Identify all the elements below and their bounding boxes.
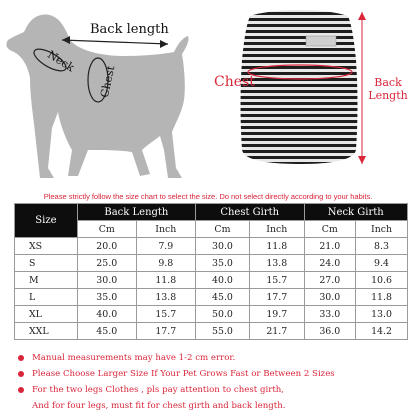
table-cell: 11.8 (250, 238, 305, 255)
note-item-continued (16, 398, 412, 414)
size-cell: S (15, 255, 78, 272)
table-cell: 35.0 (195, 255, 249, 272)
table-row (15, 289, 408, 306)
size-cell: XXL (15, 323, 78, 340)
notes-list (16, 350, 412, 414)
bullet-icon (18, 387, 24, 393)
note-text: Manual measurements may have 1-2 cm error. (32, 353, 236, 363)
table-cell: 36.0 (304, 323, 356, 340)
table-cell: 20.0 (77, 238, 136, 255)
table-cell: 13.0 (356, 306, 408, 323)
table-cell: 17.7 (250, 289, 305, 306)
table-cell: 15.7 (250, 272, 305, 289)
table-cell: 30.0 (304, 289, 356, 306)
table-cell: 11.8 (136, 272, 195, 289)
neck-label: Neck (45, 48, 77, 75)
bullet-icon (18, 355, 24, 361)
size-notice: Please strictly follow the size chart to select the size. Do not select directly according to your habits. (43, 192, 373, 201)
table-cell: 13.8 (136, 289, 195, 306)
table-cell: 15.7 (136, 306, 195, 323)
table-row (15, 255, 408, 272)
size-chart-table (14, 203, 408, 340)
note-item (16, 366, 412, 382)
table-cell: 55.0 (195, 323, 249, 340)
note-text: And for four legs, must fit for chest girth and back length. (32, 401, 286, 411)
group-header: Chest Girth (195, 204, 304, 221)
size-cell: L (15, 289, 78, 306)
unit-header: Inch (356, 221, 408, 238)
table-cell: 21.7 (250, 323, 305, 340)
table-cell: 50.0 (195, 306, 249, 323)
illustration-area (0, 0, 416, 188)
back-length-red-label: Back Length (368, 76, 408, 102)
table-cell: 11.8 (356, 289, 408, 306)
note-text: For the two legs Clothes , pls pay attention to chest girth, (32, 385, 285, 395)
back-length-label: Back length (90, 22, 169, 37)
table-cell: 30.0 (195, 238, 249, 255)
chest-label: Chest (98, 64, 118, 99)
unit-header: Inch (136, 221, 195, 238)
table-cell: 33.0 (304, 306, 356, 323)
bullet-icon (18, 371, 24, 377)
table-row (15, 323, 408, 340)
table-cell: 10.6 (356, 272, 408, 289)
shirt-illustration (0, 0, 416, 188)
table-row (15, 306, 408, 323)
table-cell: 45.0 (77, 323, 136, 340)
table-cell: 9.4 (356, 255, 408, 272)
table-cell: 40.0 (195, 272, 249, 289)
group-header: Neck Girth (304, 204, 408, 221)
table-cell: 21.0 (304, 238, 356, 255)
table-row (15, 272, 408, 289)
unit-header: Cm (77, 221, 136, 238)
table-cell: 19.7 (250, 306, 305, 323)
table-cell: 45.0 (195, 289, 249, 306)
size-header: Size (15, 204, 78, 238)
size-cell: XL (15, 306, 78, 323)
table-cell: 27.0 (304, 272, 356, 289)
table-cell: 35.0 (77, 289, 136, 306)
size-cell: XS (15, 238, 78, 255)
table-cell: 30.0 (77, 272, 136, 289)
unit-header: Cm (304, 221, 356, 238)
table-cell: 14.2 (356, 323, 408, 340)
group-header: Back Length (77, 204, 195, 221)
note-item (16, 382, 412, 398)
note-item (16, 350, 412, 366)
table-header-row (15, 204, 408, 221)
unit-header: Inch (250, 221, 305, 238)
note-text: Please Choose Larger Size If Your Pet Grows Fast or Between 2 Sizes (32, 369, 335, 379)
table-cell: 40.0 (77, 306, 136, 323)
table-cell: 25.0 (77, 255, 136, 272)
size-cell: M (15, 272, 78, 289)
table-cell: 24.0 (304, 255, 356, 272)
table-row (15, 238, 408, 255)
table-cell: 13.8 (250, 255, 305, 272)
table-cell: 7.9 (136, 238, 195, 255)
unit-header: Cm (195, 221, 249, 238)
table-cell: 8.3 (356, 238, 408, 255)
table-cell: 17.7 (136, 323, 195, 340)
chest-red-label: Chest (214, 74, 255, 90)
table-cell: 9.8 (136, 255, 195, 272)
